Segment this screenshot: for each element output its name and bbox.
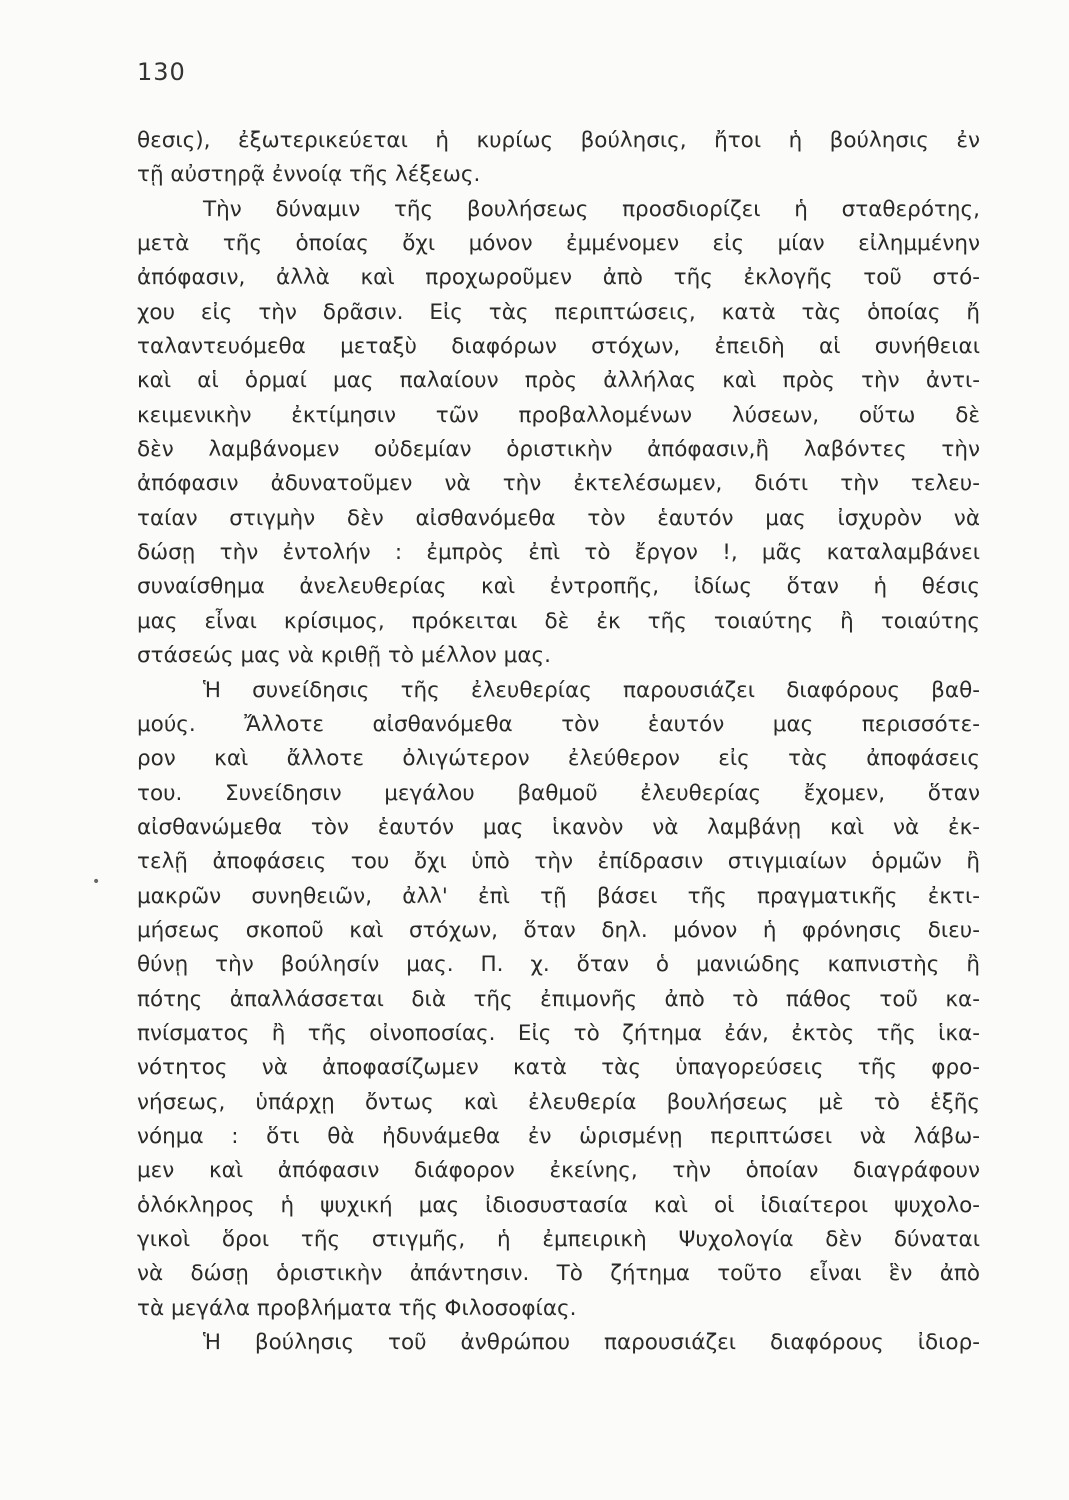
- text-line: νότητος νὰ ἀποφασίζωμεν κατὰ τὰς ὑπαγορεύσεις τῆς φρο-: [137, 1055, 980, 1081]
- paragraph-start-line: Ἡ συνείδησις τῆς ἐλευθερίας παρουσιάζει διαφόρους βαθ-: [203, 677, 980, 703]
- text-line: τελῇ ἀποφάσεις του ὄχι ὑπὸ τὴν ἐπίδρασιν στιγμιαίων ὁρμῶν ἢ: [137, 849, 980, 875]
- text-line: γικοὶ ὅροι τῆς στιγμῆς, ἡ ἐμπειρικὴ Ψυχολογία δὲν δύναται: [137, 1227, 980, 1252]
- text-line: χου εἰς τὴν δρᾶσιν. Εἰς τὰς περιπτώσεις, κατὰ τὰς ὁποίας ἤ: [137, 299, 980, 325]
- text-line: τῇ αὐστηρᾷ ἐννοίᾳ τῆς λέξεως.: [137, 162, 481, 188]
- text-line: μούς. Ἄλλοτε αἰσθανόμεθα τὸν ἑαυτόν μας περισσότε-: [137, 711, 980, 737]
- text-line: πνίσματος ἢ τῆς οἰνοποσίας. Εἰς τὸ ζήτημα ἐάν, ἐκτὸς τῆς ἱκα-: [137, 1020, 980, 1046]
- paragraph-start-line: Τὴν δύναμιν τῆς βουλήσεως προσδιορίζει ἡ σταθερότης,: [203, 196, 980, 222]
- text-line: κειμενικὴν ἐκτίμησιν τῶν προβαλλομένων λύσεων, οὕτω δὲ: [137, 402, 980, 428]
- text-line: του. Συνείδησιν μεγάλου βαθμοῦ ἐλευθερίας ἔχομεν, ὅταν: [137, 780, 980, 806]
- text-line: πότης ἀπαλλάσσεται διὰ τῆς ἐπιμονῆς ἀπὸ τὸ πάθος τοῦ κα-: [137, 986, 980, 1012]
- page-number: 130: [137, 58, 186, 86]
- text-line: μεν καὶ ἀπόφασιν διάφορον ἐκείνης, τὴν ὁποίαν διαγράφουν: [137, 1158, 980, 1184]
- text-line: ἀπόφασιν, ἀλλὰ καὶ προχωροῦμεν ἀπὸ τῆς ἐκλογῆς τοῦ στό-: [137, 265, 980, 291]
- text-line: ταίαν στιγμὴν δὲν αἰσθανόμεθα τὸν ἑαυτόν μας ἰσχυρὸν νὰ: [137, 505, 980, 531]
- body-text: [137, 124, 980, 1360]
- text-line: ταλαντευόμεθα μεταξὺ διαφόρων στόχων, ἐπειδὴ αἱ συνήθειαι: [137, 334, 980, 360]
- text-line: νόημα : ὅτι θὰ ἠδυνάμεθα ἐν ὡρισμένῃ περιπτώσει νὰ λάβω-: [137, 1123, 980, 1149]
- text-line: μας εἶναι κρίσιμος, πρόκειται δὲ ἐκ τῆς τοιαύτης ἢ τοιαύτης: [137, 608, 980, 634]
- text-line: ἀπόφασιν ἀδυνατοῦμεν νὰ τὴν ἐκτελέσωμεν, διότι τὴν τελευ-: [137, 471, 980, 497]
- text-line: καὶ αἱ ὁρμαί μας παλαίουν πρὸς ἀλλήλας καὶ πρὸς τὴν ἀντι-: [137, 368, 980, 394]
- text-line: ρον καὶ ἄλλοτε ὀλιγώτερον ἐλεύθερον εἰς τὰς ἀποφάσεις: [137, 746, 980, 772]
- text-line: μετὰ τῆς ὁποίας ὄχι μόνον ἐμμένομεν εἰς μίαν εἰλημμένην: [137, 231, 980, 257]
- text-line: αἰσθανώμεθα τὸν ἑαυτόν μας ἱκανὸν νὰ λαμβάνῃ καὶ νὰ ἐκ-: [137, 814, 980, 840]
- text-line: μακρῶν συνηθειῶν, ἀλλ' ἐπὶ τῇ βάσει τῆς πραγματικῆς ἐκτι-: [137, 883, 980, 909]
- text-line: μήσεως σκοποῦ καὶ στόχων, ὅταν δηλ. μόνον ἡ φρόνησις διευ-: [137, 917, 980, 943]
- text-line: στάσεώς μας νὰ κριθῇ τὸ μέλλον μας.: [137, 643, 551, 669]
- margin-mark: •: [92, 874, 101, 890]
- text-line: νὰ δώσῃ ὁριστικὴν ἀπάντησιν. Τὸ ζήτημα τοῦτο εἶναι ἓν ἀπὸ: [137, 1261, 980, 1287]
- text-line: τὰ μεγάλα προβλήματα τῆς Φιλοσοφίας.: [137, 1295, 577, 1321]
- text-line: δώσῃ τὴν ἐντολήν : ἐμπρὸς ἐπὶ τὸ ἔργον !, μᾶς καταλαμβάνει: [137, 540, 980, 566]
- text-line: δὲν λαμβάνομεν οὐδεμίαν ὁριστικὴν ἀπόφασιν,ἢ λαβόντες τὴν: [137, 437, 980, 463]
- text-line: νήσεως, ὑπάρχῃ ὄντως καὶ ἐλευθερία βουλήσεως μὲ τὸ ἑξῆς: [137, 1089, 980, 1115]
- paragraph-start-line: Ἡ βούλησις τοῦ ἀνθρώπου παρουσιάζει διαφόρους ἰδιορ-: [203, 1330, 980, 1356]
- text-line: ὁλόκληρος ἡ ψυχική μας ἰδιοσυστασία καὶ οἱ ἰδιαίτεροι ψυχολο-: [137, 1192, 980, 1218]
- text-line: θεσις), ἐξωτερικεύεται ἡ κυρίως βούλησις, ἤτοι ἡ βούλησις ἐν: [137, 128, 980, 153]
- text-line: θύνῃ τὴν βούλησίν μας. Π. χ. ὅταν ὁ μανιώδης καπνιστὴς ἢ: [137, 952, 980, 978]
- text-line: συναίσθημα ἀνελευθερίας καὶ ἐντροπῆς, ἰδίως ὅταν ἡ θέσις: [137, 574, 980, 600]
